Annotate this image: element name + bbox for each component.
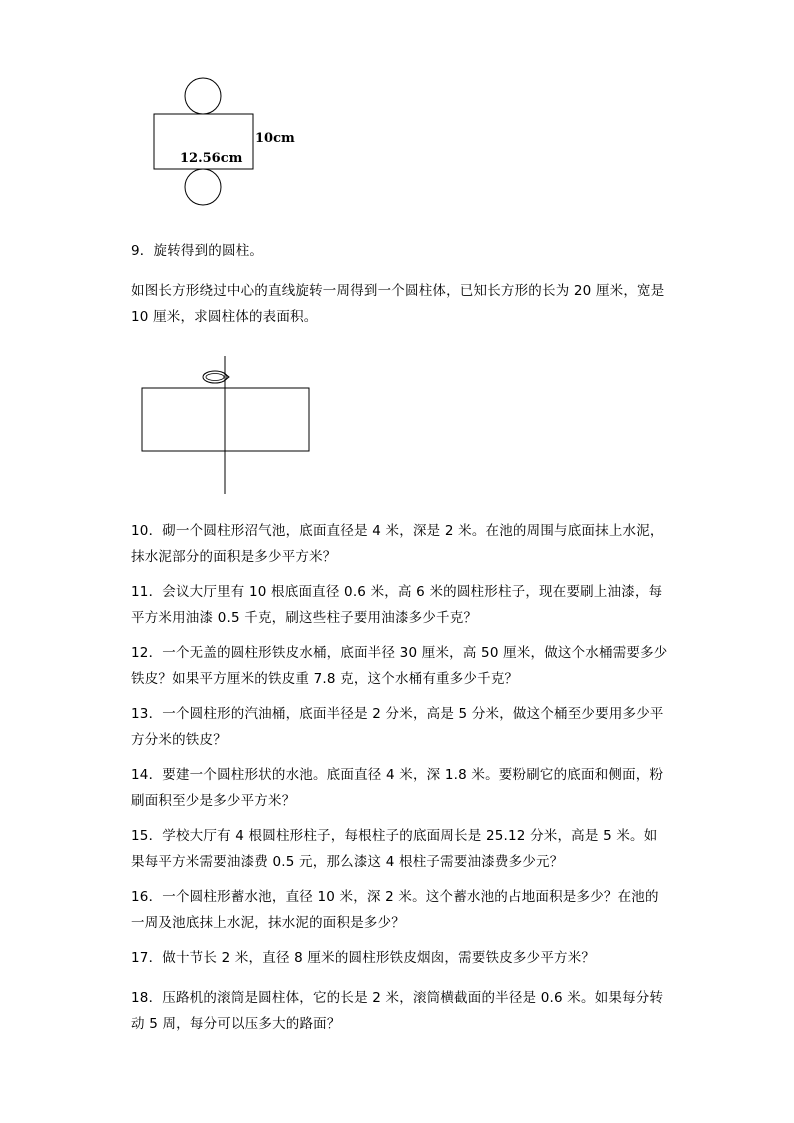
question-11: 11．会议大厅里有 10 根底面直径 0.6 米，高 6 米的圆柱形柱子，现在要刷上油漆，每平方米用油漆 0.5 千克，刷这些柱子要用油漆多少千克？: [131, 584, 663, 626]
height-label: 10cm: [255, 131, 295, 146]
question-13: 13．一个圆柱形的汽油桶，底面半径是 2 分米，高是 5 分米，做这个桶至少要用多少平方分米的铁皮？: [131, 706, 664, 748]
question-17: 17．做十节长 2 米，直径 8 厘米的圆柱形铁皮烟囱，需要铁皮多少平方米？: [131, 950, 596, 966]
question-15: 15．学校大厅有 4 根圆柱形柱子，每根柱子的底面周长是 25.12 分米，高是 5 米。如果每平方米需要油漆费 0.5 元，那么漆这 4 根柱子需要油漆费多少元？: [131, 828, 658, 870]
cylinder-net-figure: [150, 70, 330, 210]
rotation-drawing: [138, 352, 318, 497]
question-10: 10．砌一个圆柱形沼气池，底面直径是 4 米，深是 2 米。在池的周围与底面抹上水泥，抹水泥部分的面积是多少平方米？: [131, 523, 664, 565]
cylinder-net-drawing: [150, 70, 330, 210]
question-14: 14．要建一个圆柱形状的水池。底面直径 4 米，深 1.8 米。要粉刷它的底面和侧面，粉刷面积至少是多少平方米？: [131, 767, 664, 809]
top-circle: [185, 78, 221, 114]
question-9-heading: 9．旋转得到的圆柱。: [131, 243, 264, 259]
question-16: 16．一个圆柱形蓄水池，直径 10 米，深 2 米。这个蓄水池的占地面积是多少？在池的一周及池底抹上水泥，抹水泥的面积是多少？: [131, 889, 659, 931]
question-12: 12．一个无盖的圆柱形铁皮水桶，底面半径 30 厘米，高 50 厘米，做这个水桶需要多少铁皮？如果平方厘米的铁皮重 7.8 克，这个水桶有重多少千克？: [131, 645, 668, 687]
question-18: 18．压路机的滚筒是圆柱体，它的长是 2 米，滚筒横截面的半径是 0.6 米。如果每分转动 5 周，每分可以压多大的路面？: [131, 990, 664, 1032]
rotation-figure: [138, 352, 318, 497]
bottom-circle: [185, 169, 221, 205]
width-label: 12.56cm: [180, 151, 243, 166]
question-9-body: 如图长方形绕过中心的直线旋转一周得到一个圆柱体，已知长方形的长为 20 厘米，宽是 10 厘米，求圆柱体的表面积。: [131, 283, 665, 325]
